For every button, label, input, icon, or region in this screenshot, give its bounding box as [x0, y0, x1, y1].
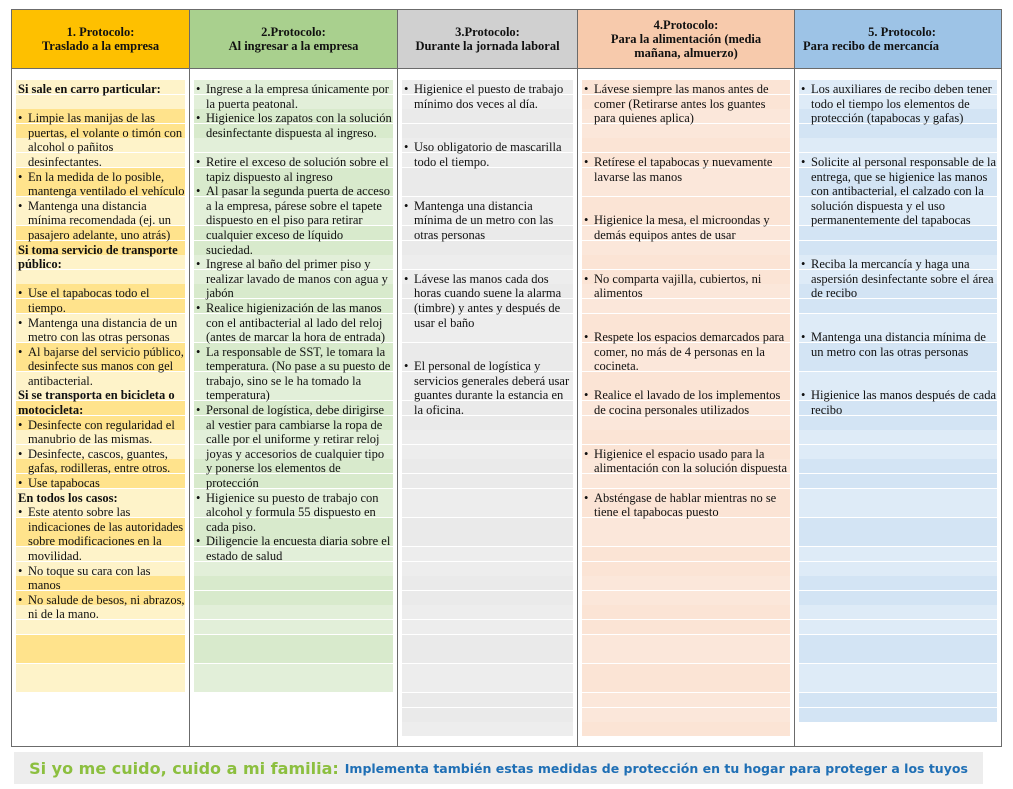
bullet-item: • Use el tapabocas todo el tiempo. — [16, 286, 185, 315]
row-stripe — [582, 664, 790, 678]
bullet-item: • Absténgase de hablar mientras no se tiene el tapabocas puesto — [582, 491, 790, 520]
bullet-item: • Al pasar la segunda puerta de acceso a la empresa, párese sobre el tapete dispuesto en el piso para retirar cualquier exceso de líquido suciedad. — [194, 184, 393, 257]
row-stripe — [16, 649, 185, 663]
spacer — [799, 374, 997, 389]
bullet-item: • Higienice el espacio usado para la alimentación con la solución dispuesta — [582, 447, 790, 476]
row-stripe — [402, 693, 573, 707]
row-stripe — [799, 708, 997, 722]
row-stripe — [194, 649, 393, 663]
row-stripe — [582, 635, 790, 649]
column-header: 1. Protocolo: Traslado a la empresa — [12, 10, 189, 69]
row-stripe — [402, 591, 573, 605]
row-stripe — [799, 605, 997, 619]
spacer — [16, 272, 185, 287]
row-stripe — [582, 518, 790, 532]
bullet-item: • Higienice el puesto de trabajo mínimo dos veces al día. — [402, 82, 573, 111]
footer-banner — [14, 752, 983, 784]
row-stripe — [402, 678, 573, 692]
row-stripe — [402, 722, 573, 736]
bullet-item: • Reciba la mercancía y haga una aspersión desinfectante sobre el área de recibo — [799, 257, 997, 301]
footer-subtext: Implementa también estas medidas de protección en tu hogar para proteger a los tuyos — [344, 760, 968, 776]
row-stripe — [194, 635, 393, 649]
bullet-item: • Este atento sobre las indicaciones de las autoridades sobre modificaciones en la movilidad. — [16, 505, 185, 563]
row-stripe — [799, 518, 997, 532]
bullet-item: • Personal de logística, debe dirigirse al vestier para cambiarse la ropa de calle por el uniforme y retirar reloj joyas y accesorios de cualquier tipo y ponerse los elementos de protección — [194, 403, 393, 491]
row-stripe — [402, 532, 573, 546]
spacer — [402, 243, 573, 258]
column-jornada — [398, 10, 578, 746]
bullet-item: • Limpie las manijas de las puertas, el volante o timón con alcohol o pañitos desinfectantes. — [16, 111, 185, 169]
bullet-item: • Retire el exceso de solución sobre el tapiz dispuesto al ingreso — [194, 155, 393, 184]
row-stripe — [402, 445, 573, 459]
row-stripe — [799, 635, 997, 649]
protocol-table — [11, 9, 1002, 747]
row-stripe — [799, 620, 997, 634]
row-stripe — [582, 693, 790, 707]
column-traslado — [12, 10, 190, 746]
spacer — [194, 140, 393, 155]
row-stripe — [799, 591, 997, 605]
bullet-item: • Higienice su puesto de trabajo con alcohol y formula 55 dispuesto en cada piso. — [194, 491, 393, 535]
bullet-item: • Retírese el tapabocas y nuevamente lavarse las manos — [582, 155, 790, 184]
row-stripe — [402, 547, 573, 561]
column-header: 5. Protocolo: Para recibo de mercancía — [795, 10, 1001, 69]
column-header: 3.Protocolo: Durante la jornada laboral — [398, 10, 577, 69]
row-stripe — [402, 620, 573, 634]
bullet-item: • Respete los espacios demarcados para comer, no más de 4 personas en la cocineta. — [582, 330, 790, 374]
bullet-item: • Al bajarse del servicio público, desinfecte sus manos con gel antibacterial. — [16, 345, 185, 389]
column-content — [194, 82, 393, 564]
row-stripe — [799, 678, 997, 692]
row-stripe — [799, 547, 997, 561]
spacer — [582, 199, 790, 214]
spacer — [799, 140, 997, 155]
row-stripe — [16, 678, 185, 692]
section-heading: Si se transporta en bicicleta o motocicleta: — [18, 388, 175, 418]
row-stripe — [799, 430, 997, 444]
column-content — [402, 82, 573, 418]
bullet-item: • No salude de besos, ni abrazos, ni de la mano. — [16, 593, 185, 622]
spacer — [799, 359, 997, 374]
spacer — [402, 184, 573, 199]
row-stripe — [194, 620, 393, 634]
spacer — [402, 345, 573, 360]
row-stripe — [799, 649, 997, 663]
spacer — [582, 301, 790, 316]
row-stripe — [582, 562, 790, 576]
column-content — [799, 82, 997, 418]
footer-slogan: Si yo me cuido, cuido a mi familia: — [29, 758, 339, 778]
spacer — [799, 243, 997, 258]
row-stripe — [582, 620, 790, 634]
row-stripe — [16, 635, 185, 649]
bullet-item: • Diligencie la encuesta diaria sobre el estado de salud — [194, 534, 393, 563]
bullet-item: • Realice higienización de las manos con el antibacterial al lado del reloj (antes de marcar la hora de entrada) — [194, 301, 393, 345]
spacer — [582, 316, 790, 331]
row-stripe — [402, 576, 573, 590]
row-stripe — [402, 430, 573, 444]
bullet-item: • Uso obligatorio de mascarilla todo el tiempo. — [402, 140, 573, 169]
row-stripe — [402, 503, 573, 517]
spacer — [582, 476, 790, 491]
bullet-item: • La responsable de SST, le tomara la temperatura. (No pase a su puesto de trabajo, sino se le ha tomado la temperatura) — [194, 345, 393, 403]
row-stripe — [799, 576, 997, 590]
row-stripe — [194, 576, 393, 590]
row-stripe — [402, 416, 573, 430]
row-stripe — [402, 518, 573, 532]
row-stripe — [582, 547, 790, 561]
section-heading: Si sale en carro particular: — [18, 82, 161, 96]
spacer — [799, 228, 997, 243]
spacer — [582, 243, 790, 258]
column-ingreso — [190, 10, 398, 746]
spacer — [16, 97, 185, 112]
spacer — [582, 126, 790, 141]
bullet-item: • Ingrese al baño del primer piso y realizar lavado de manos con agua y jabón — [194, 257, 393, 301]
bullet-item: • Los auxiliares de recibo deben tener todo el tiempo los elementos de protección (tapabocas y gafas) — [799, 82, 997, 126]
row-stripe — [582, 708, 790, 722]
bullet-item: • Higienice la mesa, el microondas y demás equipos antes de usar — [582, 213, 790, 242]
row-stripe — [402, 605, 573, 619]
row-stripe — [194, 678, 393, 692]
bullet-item: • Mantenga una distancia mínima de un metro con las otras personas — [402, 199, 573, 243]
column-alimentacion — [578, 10, 795, 746]
spacer — [582, 418, 790, 433]
bullet-item: • No comparta vajilla, cubiertos, ni alimentos — [582, 272, 790, 301]
spacer — [582, 432, 790, 447]
row-stripe — [402, 489, 573, 503]
bullet-item: • Use tapabocas — [16, 476, 185, 491]
spacer — [582, 374, 790, 389]
spacer — [799, 126, 997, 141]
row-stripe — [402, 474, 573, 488]
bullet-item: • Higienice los zapatos con la solución desinfectante dispuesta al ingreso. — [194, 111, 393, 140]
bullet-item: • Lávese siempre las manos antes de comer (Retirarse antes los guantes para quienes aplica) — [582, 82, 790, 126]
column-recibo — [795, 10, 1001, 746]
row-stripe — [582, 591, 790, 605]
column-content — [582, 82, 790, 520]
row-stripe — [799, 693, 997, 707]
column-header: 2.Protocolo: Al ingresar a la empresa — [190, 10, 397, 69]
spacer — [402, 126, 573, 141]
spacer — [402, 111, 573, 126]
row-stripe — [799, 503, 997, 517]
bullet-item: • Lávese las manos cada dos horas cuando suene la alarma (timbre) y antes y después de usar el baño — [402, 272, 573, 330]
bullet-item: • Mantenga una distancia mínima recomendada (ej. un pasajero adelante, uno atrás) — [16, 199, 185, 243]
row-stripe — [799, 489, 997, 503]
row-stripe — [582, 532, 790, 546]
spacer — [799, 316, 997, 331]
row-stripe — [799, 416, 997, 430]
row-stripe — [402, 664, 573, 678]
row-stripe — [402, 459, 573, 473]
column-header: 4.Protocolo: Para la alimentación (media mañana, almuerzo) — [578, 10, 794, 69]
bullet-item: • En la medida de lo posible, mantenga ventilado el vehículo — [16, 170, 185, 199]
bullet-item: • Mantenga una distancia de un metro con las otras personas — [16, 316, 185, 345]
row-stripe — [194, 605, 393, 619]
bullet-item: • Solicite al personal responsable de la entrega, que se higienice las manos con antibacterial, el calzado con la solución dispuesta y el uso permanentemente del tapabocas — [799, 155, 997, 228]
spacer — [582, 184, 790, 199]
spacer — [799, 301, 997, 316]
row-stripe — [402, 649, 573, 663]
section-heading: Si toma servicio de transporte público: — [18, 242, 178, 272]
row-stripe — [799, 562, 997, 576]
row-stripe — [582, 605, 790, 619]
bullet-item: • Ingrese a la empresa únicamente por la puerta peatonal. — [194, 82, 393, 111]
row-stripe — [582, 722, 790, 736]
row-stripe — [799, 459, 997, 473]
row-stripe — [582, 649, 790, 663]
row-stripe — [16, 664, 185, 678]
section-heading: En todos los casos: — [18, 490, 118, 505]
spacer — [402, 257, 573, 272]
row-stripe — [799, 445, 997, 459]
bullet-item: • Desinfecte con regularidad el manubrio de las mismas. — [16, 418, 185, 447]
row-stripe — [194, 562, 393, 576]
bullet-item: • Higienice las manos después de cada recibo — [799, 388, 997, 417]
spacer — [582, 257, 790, 272]
bullet-item: • El personal de logística y servicios generales deberá usar guantes durante la estancia en la oficina. — [402, 359, 573, 417]
row-stripe — [582, 576, 790, 590]
row-stripe — [799, 664, 997, 678]
row-stripe — [402, 562, 573, 576]
bullet-item: • Mantenga una distancia mínima de un metro con las otras personas — [799, 330, 997, 359]
row-stripe — [799, 532, 997, 546]
row-stripe — [194, 664, 393, 678]
spacer — [402, 330, 573, 345]
column-content — [16, 82, 185, 622]
row-stripe — [402, 708, 573, 722]
spacer — [402, 170, 573, 185]
row-stripe — [402, 635, 573, 649]
row-stripe — [582, 678, 790, 692]
row-stripe — [194, 591, 393, 605]
bullet-item: • Desinfecte, cascos, guantes, gafas, rodilleras, entre otros. — [16, 447, 185, 476]
spacer — [582, 140, 790, 155]
row-stripe — [799, 474, 997, 488]
bullet-item: • No toque su cara con las manos — [16, 564, 185, 593]
bullet-item: • Realice el lavado de los implementos de cocina personales utilizados — [582, 388, 790, 417]
row-stripe — [16, 620, 185, 634]
